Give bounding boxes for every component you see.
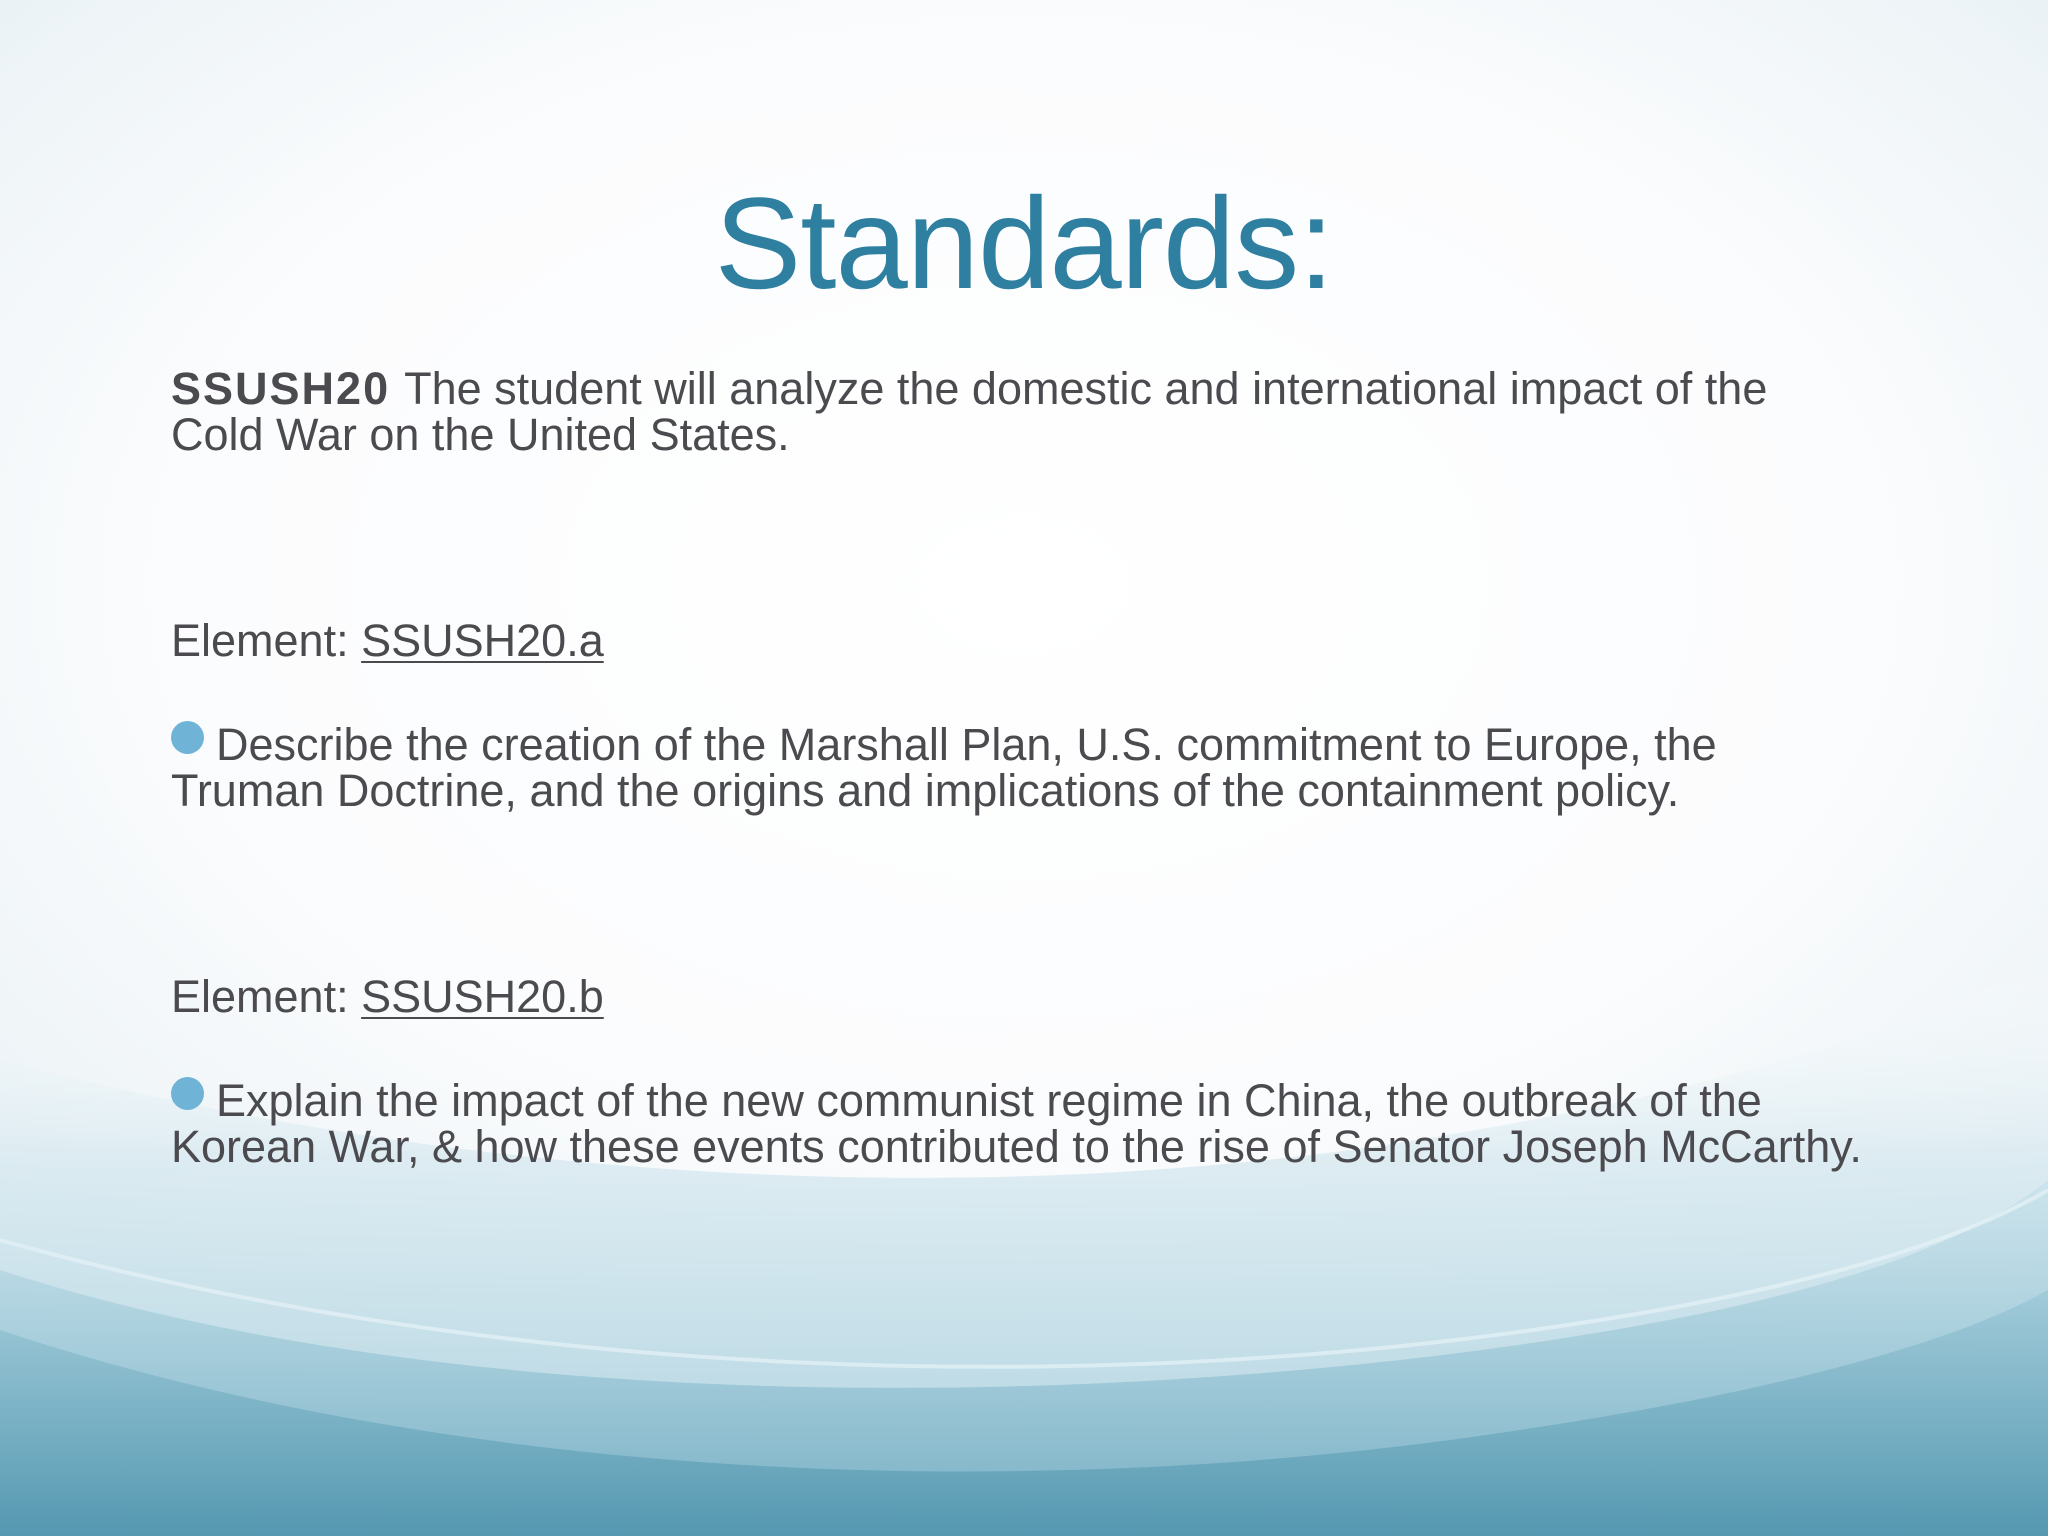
element-b-link[interactable]: SSUSH20.b bbox=[361, 971, 604, 1022]
bullet-dot-icon bbox=[171, 721, 204, 754]
slide-title: Standards: bbox=[714, 170, 1334, 316]
element-a-link[interactable]: SSUSH20.a bbox=[361, 615, 604, 666]
element-a-bullet-text: Describe the creation of the Marshall Plan, U.S. commitment to Europe, the Truman Doctrine, and the origins and implications of the containment policy. bbox=[171, 719, 1717, 816]
element-a-heading bbox=[171, 615, 1871, 666]
standard-text: The student will analyze the domestic and international impact of the Cold War on the United States. bbox=[171, 363, 1768, 460]
element-a-label: Element: bbox=[171, 615, 349, 666]
element-b-bullet bbox=[171, 1077, 1871, 1170]
bullet-dot-icon bbox=[171, 1077, 204, 1110]
element-b-label: Element: bbox=[171, 971, 349, 1022]
standard-code: SSUSH20 bbox=[171, 363, 391, 414]
standard-description bbox=[171, 363, 1871, 460]
element-a-bullet bbox=[171, 721, 1871, 814]
element-b-heading bbox=[171, 971, 1871, 1022]
element-b-bullet-text: Explain the impact of the new communist regime in China, the outbreak of the Korean War, & how these events contributed to the rise of Senator Joseph McCarthy. bbox=[171, 1075, 1862, 1172]
